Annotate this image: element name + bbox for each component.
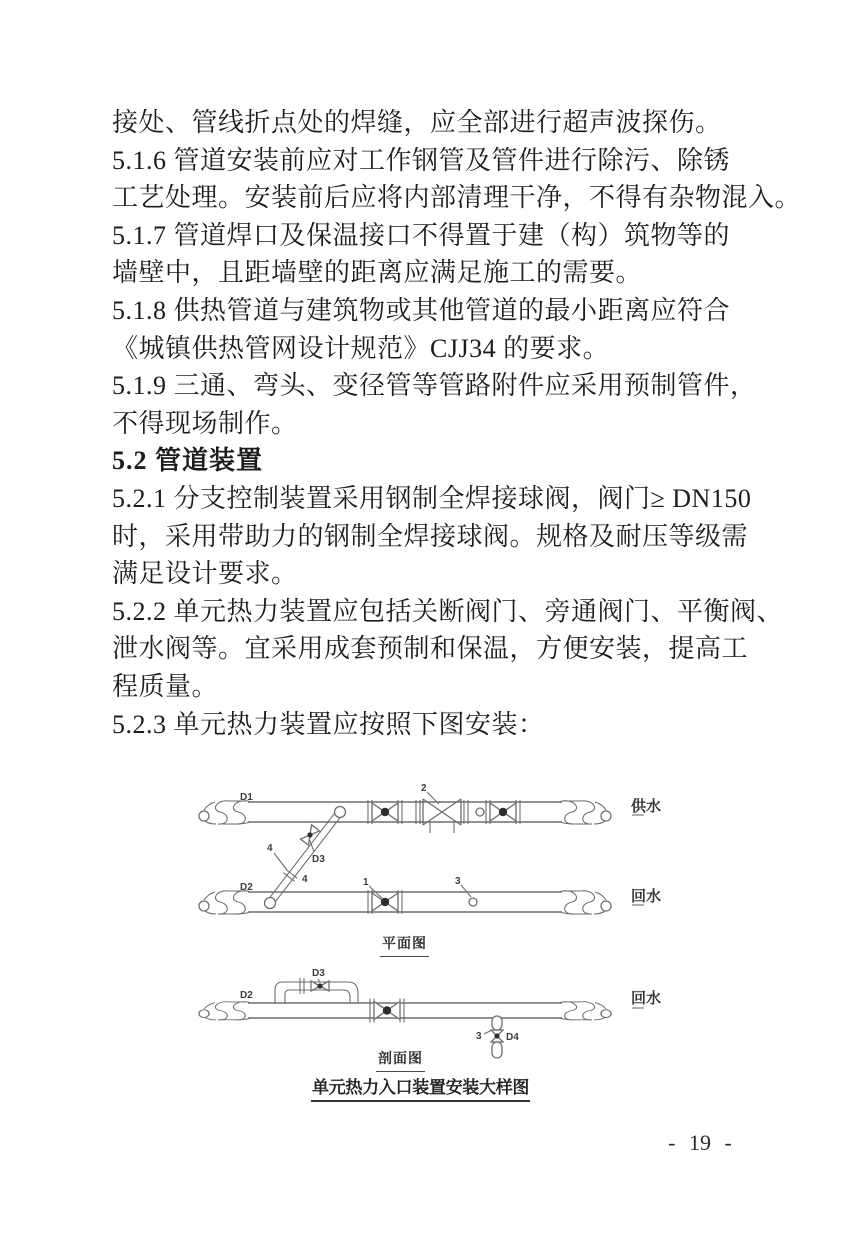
- text-line-1: 接处、管线折点处的焊缝，应全部进行超声波探伤。: [112, 108, 722, 137]
- text-line-5: 墙壁中，且距墙壁的距离应满足施工的需要。: [112, 258, 643, 288]
- drain-valve-d4: [491, 1016, 503, 1058]
- label-d2-plan: D2: [240, 882, 253, 893]
- leader-3-section: [484, 1030, 492, 1034]
- instrument-circle-supply: [476, 808, 484, 816]
- label-return-water-plan: 回水: [631, 889, 662, 905]
- label-d4: D4: [506, 1032, 519, 1043]
- text-line-16: 程质量。: [112, 671, 219, 701]
- figure-title: 单元热力入口装置安装大样图: [311, 1073, 530, 1102]
- label-return-water-section: 回水: [631, 991, 662, 1007]
- label-2: 2: [421, 783, 427, 794]
- section-heading-5-2: 5.2 管道装置: [112, 446, 264, 476]
- text-line-12: 时，采用带助力的钢制全焊接球阀。规格及耐压等级需: [112, 521, 749, 551]
- instrument-circle-return: [469, 898, 477, 906]
- section-view-diagram: [190, 960, 680, 1070]
- pipe-return: [199, 891, 611, 914]
- pipe-supply: [199, 801, 611, 824]
- leader-3: [461, 885, 471, 897]
- text-line-2: 5.1.6 管道安装前应对工作钢管及管件进行除污、除锈: [112, 145, 731, 175]
- label-supply-water: 供水: [631, 799, 662, 815]
- valve-2-regulating: [416, 799, 468, 833]
- text-line-11: 5.2.1 分支控制装置采用钢制全焊接球阀，阀门≥ DN150: [112, 483, 752, 513]
- text-line-3: 工艺处理。安装前后应将内部清理干净，不得有杂物混入。: [112, 183, 802, 213]
- valve-supply-left: [368, 800, 402, 824]
- label-d1: D1: [240, 792, 253, 803]
- text-line-9: 不得现场制作。: [112, 408, 298, 438]
- text-line-4: 5.1.7 管道焊口及保温接口不得置于建（构）筑物等的: [112, 220, 731, 250]
- text-line-13: 满足设计要求。: [112, 559, 298, 589]
- text-line-17: 5.2.3 单元热力装置应按照下图安装：: [112, 709, 545, 739]
- label-d3-section: D3: [312, 968, 325, 979]
- label-1: 1: [363, 877, 369, 888]
- pipe-return-section: [199, 1002, 611, 1020]
- leader-4: [274, 853, 287, 870]
- plan-view-diagram: [190, 780, 680, 972]
- section-view-caption: 剖面图: [376, 1048, 425, 1072]
- page-number: - 19 -: [668, 1130, 732, 1155]
- valve-main-section: [370, 999, 404, 1023]
- valve-1-return: [368, 890, 402, 914]
- label-4a: 4: [267, 843, 273, 854]
- valve-supply-right: [486, 800, 520, 824]
- label-3-section: 3: [476, 1031, 482, 1042]
- bypass-loop: [275, 978, 358, 1003]
- label-3-plan: 3: [455, 876, 461, 887]
- plan-view-caption: 平面图: [380, 933, 429, 957]
- label-4b: 4: [302, 874, 308, 885]
- text-line-6: 5.1.8 供热管道与建筑物或其他管道的最小距离应符合: [112, 295, 731, 325]
- text-line-8: 5.1.9 三通、弯头、变径管等管路附件应采用预制管件，: [112, 371, 757, 401]
- body-text: [112, 104, 802, 743]
- label-d3-plan: D3: [312, 854, 325, 865]
- text-line-7: 《城镇供热管网设计规范》CJJ34 的要求。: [112, 333, 610, 363]
- label-d2-section: D2: [240, 990, 253, 1001]
- text-line-14: 5.2.2 单元热力装置应包括关断阀门、旁通阀门、平衡阀、: [112, 596, 784, 626]
- text-line-15: 泄水阀等。宜采用成套预制和保温，方便安装，提高工: [112, 634, 749, 664]
